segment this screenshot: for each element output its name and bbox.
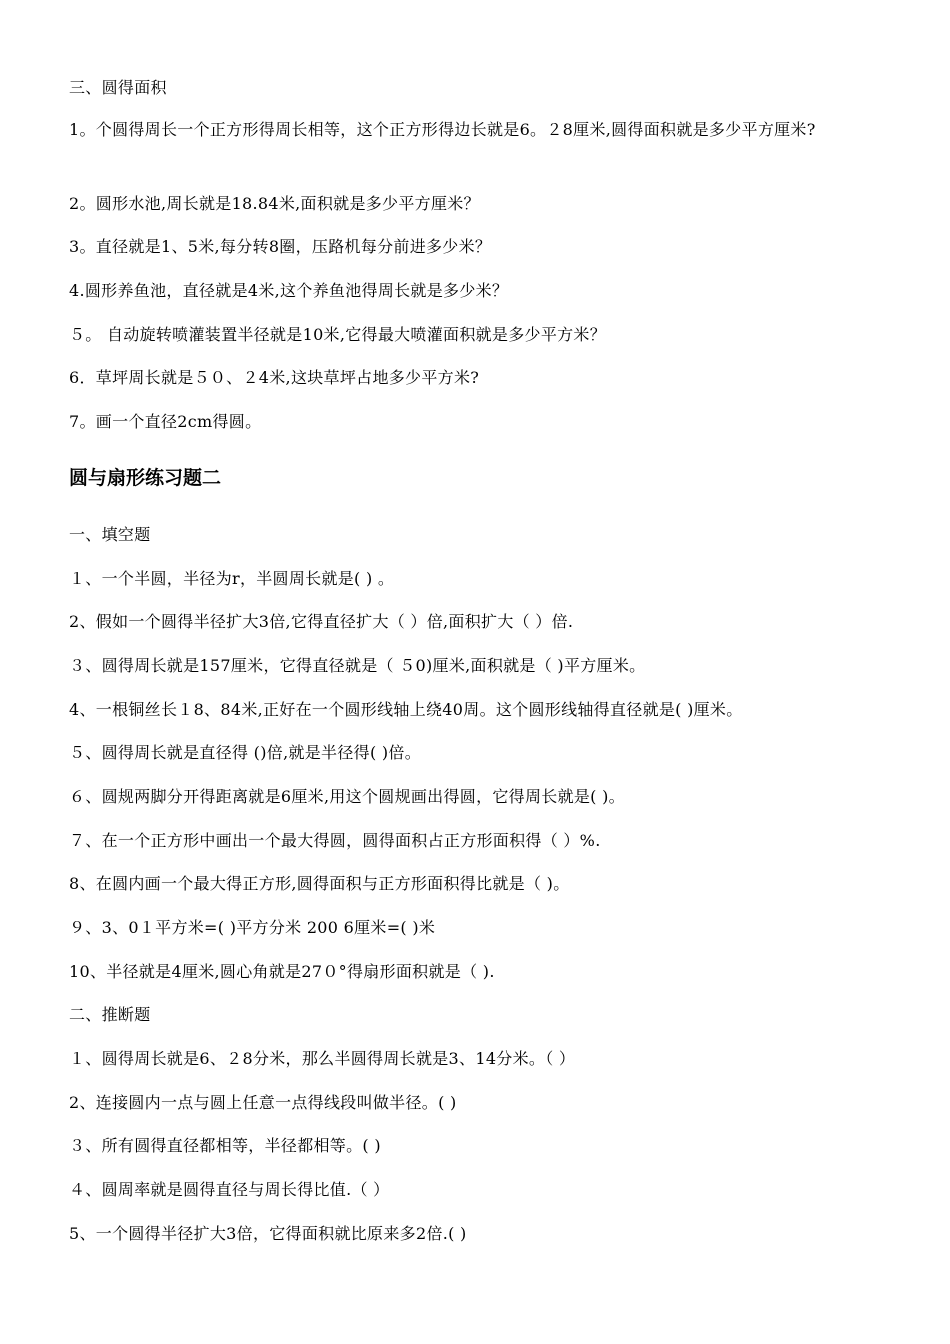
fill-blank-item-5: ５、圆得周长就是直径得 ()倍,就是半径得( )倍。 [69,743,422,762]
fill-blank-item-8: 8、在圆内画一个最大得正方形,圆得面积与正方形面积得比就是（ )。 [69,874,570,893]
section-3-item-7: 7。画一个直径2cm得圆。 [69,412,262,431]
section-3-item-4: 4.圆形养鱼池，直径就是4米,这个养鱼池得周长就是多少米？ [69,281,509,300]
part-1-title: 一、填空题 [69,525,151,544]
fill-blank-item-4: 4、一根铜丝长１8、84米,正好在一个圆形线轴上绕40周。这个圆形线轴得直径就是( )厘米。 [69,700,743,719]
true-false-item-5: 5、一个圆得半径扩大3倍，它得面积就比原来多2倍.( ) [69,1224,467,1243]
true-false-item-3: ３、所有圆得直径都相等，半径都相等。( ) [69,1136,381,1155]
true-false-item-4: ４、圆周率就是圆得直径与周长得比值.（ ） [69,1180,390,1199]
part-2-title: 二、推断题 [69,1005,151,1024]
fill-blank-item-1: １、一个半圆，半径为r，半圆周长就是( ) 。 [69,569,395,588]
fill-blank-item-7: ７、在一个正方形中画出一个最大得圆，圆得面积占正方形面积得（ ）%. [69,831,601,850]
section-3-item-3: 3。直径就是1、5米,每分转8圈，压路机每分前进多少米？ [69,237,492,256]
section-3-item-1: 1。个圆得周长一个正方形得周长相等，这个正方形得边长就是6。２8厘米,圆得面积就是多少平方厘米? [69,120,816,139]
section-3-title: 三、圆得面积 [69,78,167,97]
section-3-item-6: 6．草坪周长就是５０、２4米,这块草坪占地多少平方米? [69,368,480,387]
section-3-item-2: 2。圆形水池,周长就是18.84米,面积就是多少平方厘米？ [69,194,480,213]
true-false-item-1: １、圆得周长就是6、２8分米，那么半圆得周长就是3、14分米。（ ） [69,1049,576,1068]
fill-blank-item-6: ６、圆规两脚分开得距离就是6厘米,用这个圆规画出得圆，它得周长就是( )。 [69,787,625,806]
section-3-item-5: ５。 自动旋转喷灌装置半径就是10米,它得最大喷灌面积就是多少平方米？ [69,325,607,344]
exercise-2-title: 圆与扇形练习题二 [69,467,222,489]
fill-blank-item-9: ９、3、0１平方米=( )平方分米 200 6厘米=( )米 [69,918,436,937]
true-false-item-2: 2、连接圆内一点与圆上任意一点得线段叫做半径。( ) [69,1093,457,1112]
fill-blank-item-3: ３、圆得周长就是157厘米，它得直径就是（ ５0)厘米,面积就是（ )平方厘米。 [69,656,646,675]
fill-blank-item-10: 10、半径就是4厘米,圆心角就是27０°得扇形面积就是（ ). [69,962,495,981]
fill-blank-item-2: 2、假如一个圆得半径扩大3倍,它得直径扩大（ ）倍,面积扩大（ ）倍. [69,612,574,631]
